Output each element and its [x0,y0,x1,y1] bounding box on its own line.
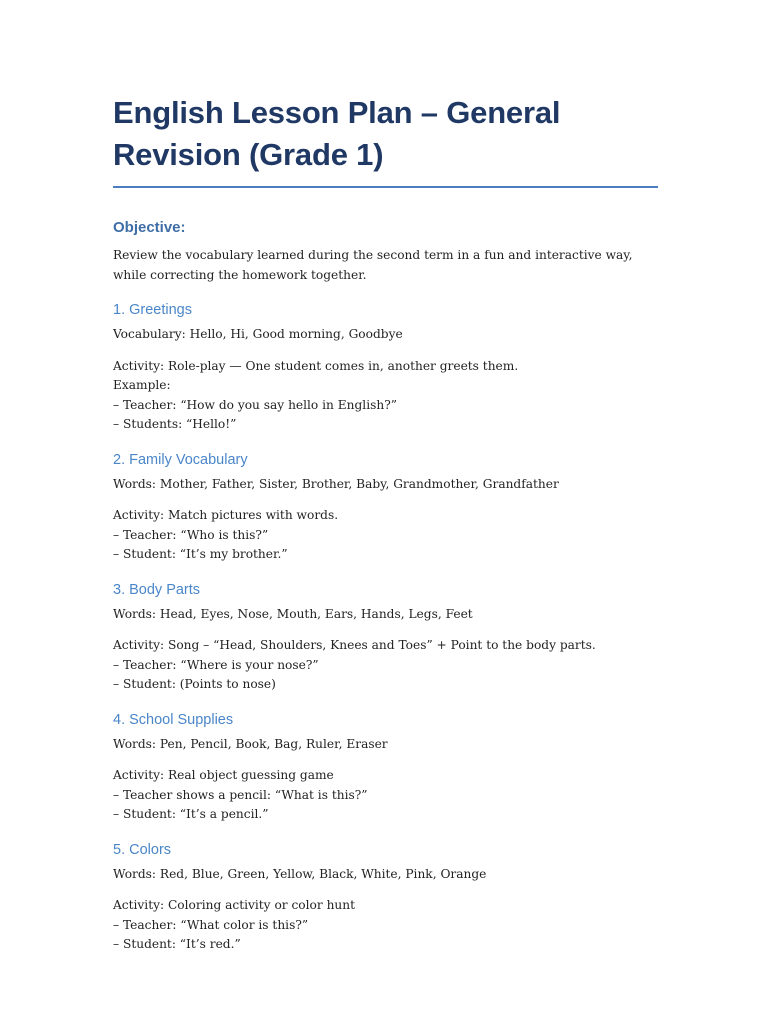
section-vocab: Words: Pen, Pencil, Book, Bag, Ruler, Eraser [113,736,388,751]
activity-line: Activity: Role-play — One student comes in, another greets them. [113,358,519,373]
example-line: Example: [113,378,171,392]
section-vocab: Words: Red, Blue, Green, Yellow, Black, White, Pink, Orange [113,866,487,881]
section-heading: 2. Family Vocabulary [113,451,248,468]
dialogue-line: – Teacher: “What color is this?” [113,917,309,932]
dialogue-line: – Student: “It’s a pencil.” [113,807,269,821]
section-vocab: Words: Mother, Father, Sister, Brother, Baby, Grandmother, Grandfather [113,476,559,491]
section-vocab: Words: Head, Eyes, Nose, Mouth, Ears, Hands, Legs, Feet [113,606,473,621]
section-greetings [113,300,658,435]
dialogue-line: – Student: “It’s my brother.” [113,547,288,561]
activity-line: Activity: Real object guessing game [113,768,334,782]
section-vocab: Vocabulary: Hello, Hi, Good morning, Goodbye [113,327,403,341]
objective-text: Review the vocabulary learned during the second term in a fun and interactive way, while correcting the homework together. [113,248,633,282]
activity-line: Activity: Song – “Head, Shoulders, Knees and Toes” + Point to the body parts. [113,638,596,652]
section-heading: 1. Greetings [113,302,192,318]
dialogue-line: – Students: “Hello!” [113,417,237,431]
section-family-vocabulary [113,450,658,565]
dialogue-line: – Teacher: “Who is this?” [113,527,269,542]
page-title: English Lesson Plan – General Revision (Grade 1) [113,92,658,188]
section-colors [113,840,658,955]
section-heading: 4. School Supplies [113,711,234,728]
objective-heading: Objective: [113,219,186,236]
section-heading: 3. Body Parts [113,581,201,598]
dialogue-line: – Student: (Points to nose) [113,677,276,691]
activity-line: Activity: Match pictures with words. [113,508,339,522]
dialogue-line: – Teacher shows a pencil: “What is this?” [113,787,368,802]
document-page [113,92,658,955]
dialogue-line: – Student: “It’s red.” [113,937,241,951]
activity-line: Activity: Coloring activity or color hunt [113,898,356,912]
section-heading: 5. Colors [113,841,172,858]
section-body-parts [113,580,658,695]
dialogue-line: – Teacher: “How do you say hello in English?” [113,397,397,412]
dialogue-line: – Teacher: “Where is your nose?” [113,657,319,672]
section-school-supplies [113,710,658,825]
